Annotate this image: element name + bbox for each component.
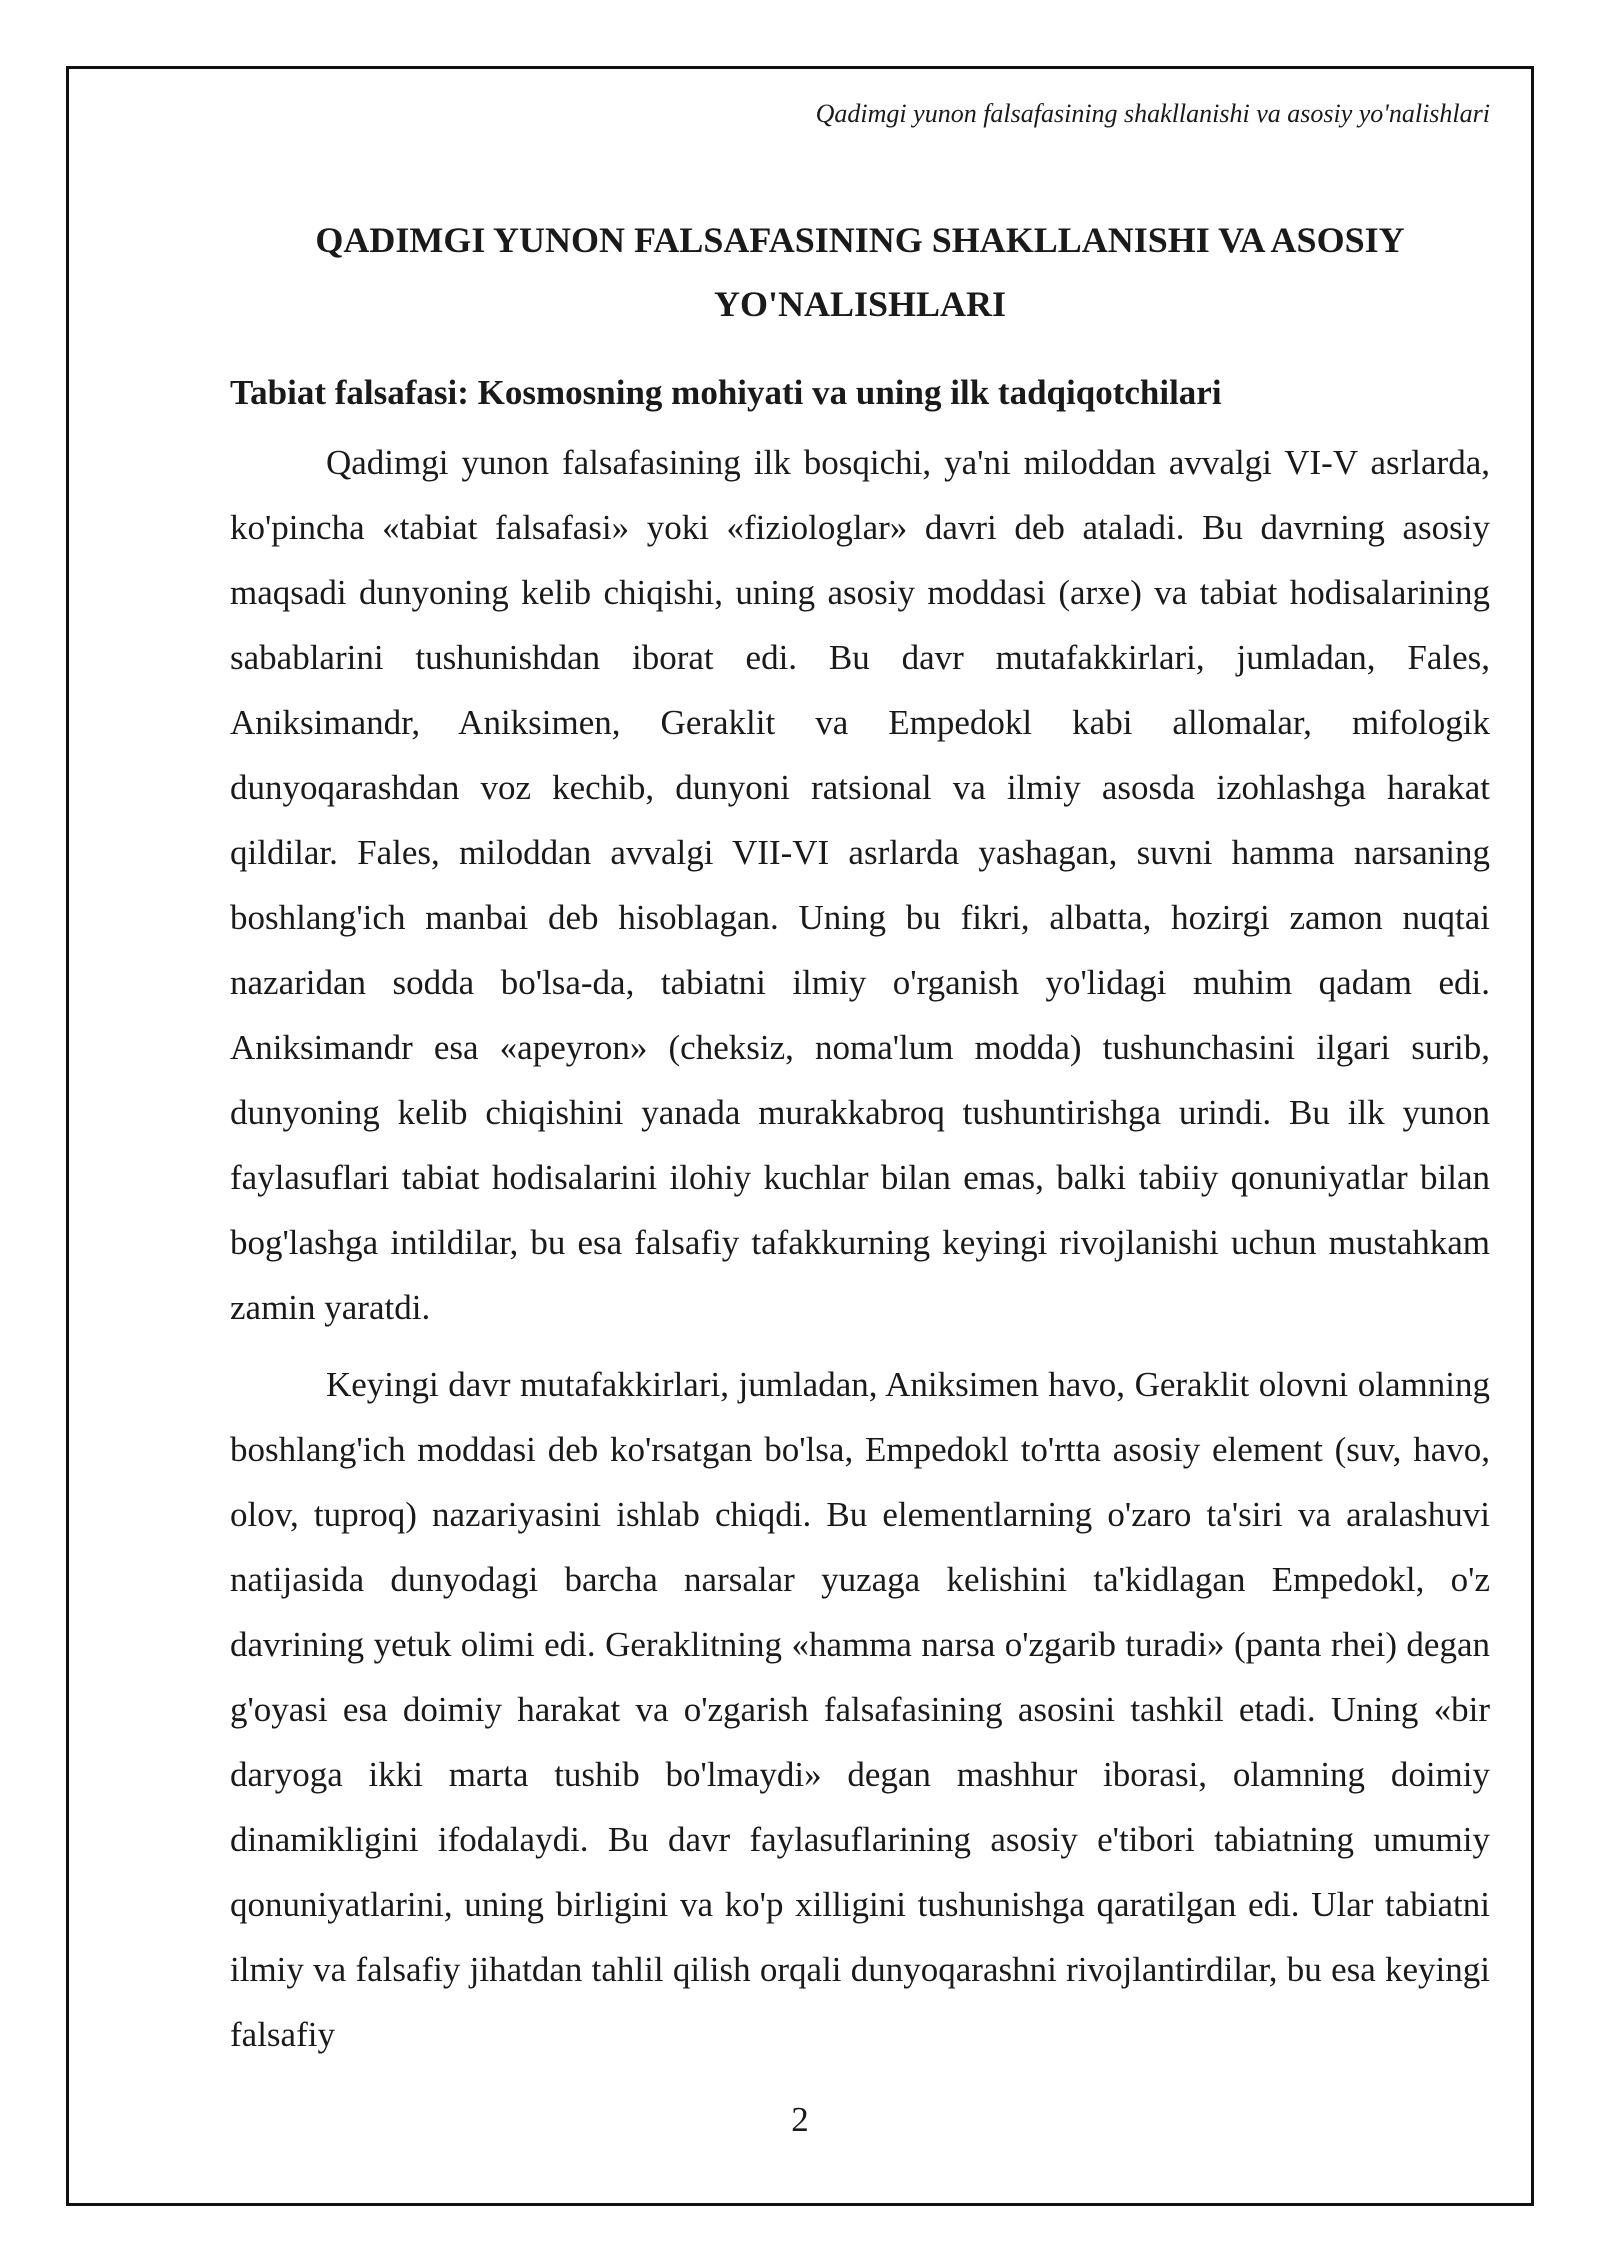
body-paragraph-1: Qadimgi yunon falsafasining ilk bosqichi, ya'ni miloddan avvalgi VI-V asrlarda, ko'pincha «tabiat falsafasi» yoki «fiziologlar» davri deb ataladi. Bu davrning asosiy maqsadi dunyoning kelib chiqishi, uning asosiy moddasi (arxe) va tabiat hodisalarining sabablarini tushunishdan iborat edi. Bu davr mutafakkirlari, jumladan, Fales, Aniksimandr, Aniksimen, Geraklit va Empedokl kabi allomalar, mifologik dunyoqarashdan voz kechib, dunyoni ratsional va ilmiy asosda izohlashga harakat qildilar. Fales, miloddan avvalgi VII-VI asrlarda yashagan, suvni hamma narsaning boshlang'ich manbai deb hisoblagan. Uning bu fikri, albatta, hozirgi zamon nuqtai nazaridan sodda bo'lsa-da, tabiatni ilmiy o'rganish yo'lidagi muhim qadam edi. Aniksimandr esa «apeyron» (cheksiz, noma'lum modda) tushunchasini ilgari surib, dunyoning kelib chiqishini yanada murakkabroq tushuntirishga urindi. Bu ilk yunon faylasuflari tabiat hodisalarini ilohiy kuchlar bilan emas, balki tabiiy qonuniyatlar bilan bog'lashga intildilar, bu esa falsafiy tafakkurning keyingi rivojlanishi uchun mustahkam zamin yaratdi. xyxy=(230,443,1490,1327)
page-content xyxy=(230,208,1490,2067)
running-header: Qadimgi yunon falsafasining shakllanishi va asosiy yo'nalishlari xyxy=(815,99,1490,128)
page-number: 2 xyxy=(791,2100,809,2139)
section-heading: Tabiat falsafasi: Kosmosning mohiyati va uning ilk tadqiqotchilari xyxy=(230,373,1222,412)
document-title: QADIMGI YUNON FALSAFASINING SHAKLLANISHI VA ASOSIY YO'NALISHLARI xyxy=(315,220,1405,324)
body-paragraph-2: Keyingi davr mutafakkirlari, jumladan, Aniksimen havo, Geraklit olovni olamning boshlang'ich moddasi deb ko'rsatgan bo'lsa, Empedokl to'rtta asosiy element (suv, havo, olov, tuproq) nazariyasini ishlab chiqdi. Bu elementlarning o'zaro ta'siri va aralashuvi natijasida dunyodagi barcha narsalar yuzaga kelishini ta'kidlagan Empedokl, o'z davrining yetuk olimi edi. Geraklitning «hamma narsa o'zgarib turadi» (panta rhei) degan g'oyasi esa doimiy harakat va o'zgarish falsafasining asosini tashkil etadi. Uning «bir daryoga ikki marta tushib bo'lmaydi» degan mashhur iborasi, olamning doimiy dinamikligini ifodalaydi. Bu davr faylasuflarining asosiy e'tibori tabiatning umumiy qonuniyatlarini, uning birligini va ko'p xilligini tushunishga qaratilgan edi. Ular tabiatni ilmiy va falsafiy jihatdan tahlil qilish orqali dunyoqarashni rivojlantirdilar, bu esa keyingi falsafiy xyxy=(230,1365,1490,2054)
